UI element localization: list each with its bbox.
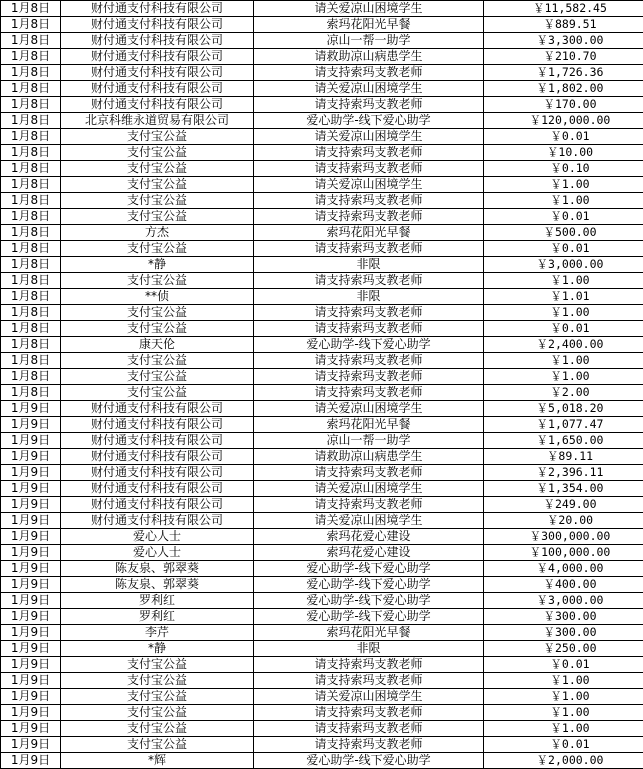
project-cell: 请支持索玛支教老师 [254, 241, 484, 257]
date-cell: 1月8日 [1, 353, 61, 369]
project-cell: 索玛花阳光早餐 [254, 225, 484, 241]
project-cell: 请支持索玛支教老师 [254, 161, 484, 177]
amount-cell: ￥0.01 [484, 737, 643, 753]
table-row [1, 417, 643, 433]
table-row [1, 161, 643, 177]
donor-cell: 支付宝公益 [61, 145, 254, 161]
date-cell: 1月8日 [1, 17, 61, 33]
date-cell: 1月8日 [1, 145, 61, 161]
date-cell: 1月8日 [1, 225, 61, 241]
amount-cell: ￥3,300.00 [484, 33, 643, 49]
project-cell: 请支持索玛支教老师 [254, 65, 484, 81]
donor-cell: 爱心人士 [61, 529, 254, 545]
amount-cell: ￥1.00 [484, 273, 643, 289]
table-row [1, 97, 643, 113]
date-cell: 1月8日 [1, 273, 61, 289]
table-row [1, 225, 643, 241]
amount-cell: ￥1.00 [484, 177, 643, 193]
amount-cell: ￥0.01 [484, 241, 643, 257]
project-cell: 请支持索玛支教老师 [254, 721, 484, 737]
amount-cell: ￥1.00 [484, 673, 643, 689]
table-row [1, 81, 643, 97]
project-cell: 爱心助学-线下爱心助学 [254, 561, 484, 577]
date-cell: 1月8日 [1, 305, 61, 321]
table-row [1, 113, 643, 129]
date-cell: 1月8日 [1, 193, 61, 209]
project-cell: 请支持索玛支教老师 [254, 321, 484, 337]
donor-cell: 爱心人士 [61, 545, 254, 561]
amount-cell: ￥1.00 [484, 353, 643, 369]
project-cell: 请支持索玛支教老师 [254, 273, 484, 289]
project-cell: 请关爱凉山困境学生 [254, 177, 484, 193]
date-cell: 1月8日 [1, 33, 61, 49]
date-cell: 1月9日 [1, 577, 61, 593]
donor-cell: 支付宝公益 [61, 177, 254, 193]
table-row [1, 481, 643, 497]
table-row [1, 705, 643, 721]
donor-cell: 康天伦 [61, 337, 254, 353]
donor-cell: 财付通支付科技有限公司 [61, 97, 254, 113]
amount-cell: ￥89.11 [484, 449, 643, 465]
donor-cell: 支付宝公益 [61, 705, 254, 721]
donor-cell: 支付宝公益 [61, 209, 254, 225]
amount-cell: ￥1.00 [484, 369, 643, 385]
date-cell: 1月8日 [1, 177, 61, 193]
date-cell: 1月8日 [1, 209, 61, 225]
donor-cell: **侦 [61, 289, 254, 305]
date-cell: 1月9日 [1, 449, 61, 465]
date-cell: 1月9日 [1, 561, 61, 577]
donor-cell: 方杰 [61, 225, 254, 241]
date-cell: 1月9日 [1, 529, 61, 545]
table-row [1, 17, 643, 33]
project-cell: 索玛花阳光早餐 [254, 17, 484, 33]
date-cell: 1月9日 [1, 433, 61, 449]
amount-cell: ￥249.00 [484, 497, 643, 513]
date-cell: 1月9日 [1, 721, 61, 737]
project-cell: 请支持索玛支教老师 [254, 737, 484, 753]
table-row [1, 369, 643, 385]
table-row [1, 689, 643, 705]
table-row [1, 433, 643, 449]
table-row [1, 737, 643, 753]
date-cell: 1月8日 [1, 113, 61, 129]
donor-cell: 罗利红 [61, 593, 254, 609]
date-cell: 1月9日 [1, 513, 61, 529]
donor-cell: 财付通支付科技有限公司 [61, 81, 254, 97]
project-cell: 请支持索玛支教老师 [254, 353, 484, 369]
date-cell: 1月9日 [1, 545, 61, 561]
project-cell: 凉山一帮一助学 [254, 433, 484, 449]
project-cell: 请支持索玛支教老师 [254, 497, 484, 513]
project-cell: 请关爱凉山困境学生 [254, 81, 484, 97]
date-cell: 1月9日 [1, 689, 61, 705]
amount-cell: ￥0.01 [484, 129, 643, 145]
date-cell: 1月8日 [1, 369, 61, 385]
project-cell: 请关爱凉山困境学生 [254, 689, 484, 705]
table-row [1, 657, 643, 673]
amount-cell: ￥4,000.00 [484, 561, 643, 577]
donor-cell: 财付通支付科技有限公司 [61, 65, 254, 81]
project-cell: 非限 [254, 641, 484, 657]
table-row [1, 449, 643, 465]
date-cell: 1月9日 [1, 609, 61, 625]
date-cell: 1月8日 [1, 257, 61, 273]
project-cell: 请救助凉山病患学生 [254, 449, 484, 465]
donor-cell: 财付通支付科技有限公司 [61, 1, 254, 17]
project-cell: 请支持索玛支教老师 [254, 673, 484, 689]
project-cell: 请支持索玛支教老师 [254, 193, 484, 209]
amount-cell: ￥0.01 [484, 209, 643, 225]
project-cell: 请支持索玛支教老师 [254, 705, 484, 721]
amount-cell: ￥1,650.00 [484, 433, 643, 449]
donor-cell: *静 [61, 257, 254, 273]
amount-cell: ￥1.00 [484, 705, 643, 721]
donor-cell: 支付宝公益 [61, 673, 254, 689]
date-cell: 1月8日 [1, 97, 61, 113]
amount-cell: ￥1.00 [484, 305, 643, 321]
project-cell: 请关爱凉山困境学生 [254, 129, 484, 145]
project-cell: 请支持索玛支教老师 [254, 465, 484, 481]
table-row [1, 465, 643, 481]
table-row [1, 561, 643, 577]
table-row [1, 1, 643, 17]
table-row [1, 497, 643, 513]
donor-cell: 财付通支付科技有限公司 [61, 481, 254, 497]
table-row [1, 257, 643, 273]
table-row [1, 193, 643, 209]
amount-cell: ￥3,000.00 [484, 257, 643, 273]
amount-cell: ￥400.00 [484, 577, 643, 593]
donor-cell: 支付宝公益 [61, 369, 254, 385]
date-cell: 1月9日 [1, 465, 61, 481]
date-cell: 1月8日 [1, 321, 61, 337]
donor-cell: 财付通支付科技有限公司 [61, 433, 254, 449]
donor-cell: 陈友泉、郭翠葵 [61, 577, 254, 593]
date-cell: 1月8日 [1, 129, 61, 145]
table-row [1, 49, 643, 65]
table-row [1, 577, 643, 593]
donor-cell: *静 [61, 641, 254, 657]
table-row [1, 289, 643, 305]
project-cell: 请救助凉山病患学生 [254, 49, 484, 65]
date-cell: 1月9日 [1, 641, 61, 657]
date-cell: 1月9日 [1, 401, 61, 417]
date-cell: 1月9日 [1, 705, 61, 721]
table-row [1, 65, 643, 81]
project-cell: 请支持索玛支教老师 [254, 97, 484, 113]
table-row [1, 129, 643, 145]
project-cell: 索玛花爱心建设 [254, 529, 484, 545]
table-row [1, 321, 643, 337]
amount-cell: ￥100,000.00 [484, 545, 643, 561]
donor-cell: 财付通支付科技有限公司 [61, 465, 254, 481]
project-cell: 请关爱凉山困境学生 [254, 401, 484, 417]
project-cell: 请支持索玛支教老师 [254, 369, 484, 385]
date-cell: 1月9日 [1, 481, 61, 497]
amount-cell: ￥10.00 [484, 145, 643, 161]
table-row [1, 305, 643, 321]
amount-cell: ￥0.01 [484, 657, 643, 673]
table-row [1, 753, 643, 769]
date-cell: 1月8日 [1, 1, 61, 17]
date-cell: 1月9日 [1, 737, 61, 753]
donor-cell: 罗利红 [61, 609, 254, 625]
donor-cell: 财付通支付科技有限公司 [61, 497, 254, 513]
donor-cell: 北京科维永道贸易有限公司 [61, 113, 254, 129]
amount-cell: ￥11,582.45 [484, 1, 643, 17]
donor-cell: 财付通支付科技有限公司 [61, 417, 254, 433]
amount-cell: ￥889.51 [484, 17, 643, 33]
table-row [1, 529, 643, 545]
project-cell: 非限 [254, 257, 484, 273]
project-cell: 爱心助学-线下爱心助学 [254, 113, 484, 129]
donor-cell: 支付宝公益 [61, 721, 254, 737]
project-cell: 爱心助学-线下爱心助学 [254, 337, 484, 353]
amount-cell: ￥300.00 [484, 625, 643, 641]
table-row [1, 513, 643, 529]
date-cell: 1月8日 [1, 241, 61, 257]
amount-cell: ￥1.01 [484, 289, 643, 305]
donor-cell: 财付通支付科技有限公司 [61, 513, 254, 529]
amount-cell: ￥2,396.11 [484, 465, 643, 481]
donor-cell: 财付通支付科技有限公司 [61, 449, 254, 465]
table-row [1, 353, 643, 369]
date-cell: 1月8日 [1, 385, 61, 401]
date-cell: 1月8日 [1, 49, 61, 65]
amount-cell: ￥210.70 [484, 49, 643, 65]
donor-cell: 李芹 [61, 625, 254, 641]
project-cell: 请支持索玛支教老师 [254, 657, 484, 673]
table-row [1, 209, 643, 225]
date-cell: 1月8日 [1, 65, 61, 81]
table-row [1, 593, 643, 609]
donor-cell: 支付宝公益 [61, 385, 254, 401]
project-cell: 爱心助学-线下爱心助学 [254, 609, 484, 625]
amount-cell: ￥1,802.00 [484, 81, 643, 97]
date-cell: 1月9日 [1, 673, 61, 689]
table-row [1, 273, 643, 289]
project-cell: 爱心助学-线下爱心助学 [254, 593, 484, 609]
amount-cell: ￥120,000.00 [484, 113, 643, 129]
date-cell: 1月9日 [1, 753, 61, 769]
date-cell: 1月8日 [1, 337, 61, 353]
donor-cell: 支付宝公益 [61, 129, 254, 145]
table-row [1, 385, 643, 401]
amount-cell: ￥5,018.20 [484, 401, 643, 417]
project-cell: 爱心助学-线下爱心助学 [254, 753, 484, 769]
donation-table-body [1, 1, 643, 769]
project-cell: 请支持索玛支教老师 [254, 385, 484, 401]
date-cell: 1月9日 [1, 417, 61, 433]
donor-cell: 支付宝公益 [61, 353, 254, 369]
amount-cell: ￥2.00 [484, 385, 643, 401]
amount-cell: ￥0.01 [484, 321, 643, 337]
date-cell: 1月8日 [1, 289, 61, 305]
donor-cell: 财付通支付科技有限公司 [61, 33, 254, 49]
date-cell: 1月9日 [1, 593, 61, 609]
amount-cell: ￥1.00 [484, 721, 643, 737]
donor-cell: *辉 [61, 753, 254, 769]
amount-cell: ￥0.10 [484, 161, 643, 177]
date-cell: 1月8日 [1, 81, 61, 97]
table-row [1, 33, 643, 49]
project-cell: 爱心助学-线下爱心助学 [254, 577, 484, 593]
table-row [1, 145, 643, 161]
project-cell: 请支持索玛支教老师 [254, 145, 484, 161]
date-cell: 1月9日 [1, 625, 61, 641]
date-cell: 1月8日 [1, 161, 61, 177]
amount-cell: ￥500.00 [484, 225, 643, 241]
donor-cell: 支付宝公益 [61, 305, 254, 321]
amount-cell: ￥3,000.00 [484, 593, 643, 609]
table-row [1, 241, 643, 257]
amount-cell: ￥1,726.36 [484, 65, 643, 81]
table-row [1, 545, 643, 561]
project-cell: 请关爱凉山困境学生 [254, 513, 484, 529]
project-cell: 凉山一帮一助学 [254, 33, 484, 49]
donor-cell: 财付通支付科技有限公司 [61, 17, 254, 33]
date-cell: 1月9日 [1, 497, 61, 513]
table-row [1, 609, 643, 625]
amount-cell: ￥20.00 [484, 513, 643, 529]
donor-cell: 支付宝公益 [61, 161, 254, 177]
amount-cell: ￥2,000.00 [484, 753, 643, 769]
amount-cell: ￥1,077.47 [484, 417, 643, 433]
project-cell: 索玛花阳光早餐 [254, 625, 484, 641]
donor-cell: 财付通支付科技有限公司 [61, 401, 254, 417]
donor-cell: 支付宝公益 [61, 737, 254, 753]
table-row [1, 337, 643, 353]
amount-cell: ￥300.00 [484, 609, 643, 625]
donor-cell: 支付宝公益 [61, 657, 254, 673]
project-cell: 请支持索玛支教老师 [254, 305, 484, 321]
project-cell: 请关爱凉山困境学生 [254, 481, 484, 497]
amount-cell: ￥2,400.00 [484, 337, 643, 353]
donor-cell: 支付宝公益 [61, 273, 254, 289]
date-cell: 1月9日 [1, 657, 61, 673]
donor-cell: 财付通支付科技有限公司 [61, 49, 254, 65]
donor-cell: 支付宝公益 [61, 241, 254, 257]
table-row [1, 673, 643, 689]
table-row [1, 177, 643, 193]
donor-cell: 支付宝公益 [61, 321, 254, 337]
project-cell: 非限 [254, 289, 484, 305]
donor-cell: 支付宝公益 [61, 193, 254, 209]
amount-cell: ￥1.00 [484, 689, 643, 705]
amount-cell: ￥170.00 [484, 97, 643, 113]
project-cell: 索玛花爱心建设 [254, 545, 484, 561]
amount-cell: ￥1.00 [484, 193, 643, 209]
table-row [1, 401, 643, 417]
amount-cell: ￥300,000.00 [484, 529, 643, 545]
donor-cell: 陈友泉、郭翠葵 [61, 561, 254, 577]
table-row [1, 625, 643, 641]
project-cell: 请支持索玛支教老师 [254, 209, 484, 225]
table-row [1, 721, 643, 737]
amount-cell: ￥1,354.00 [484, 481, 643, 497]
donor-cell: 支付宝公益 [61, 689, 254, 705]
table-row [1, 641, 643, 657]
amount-cell: ￥250.00 [484, 641, 643, 657]
project-cell: 索玛花阳光早餐 [254, 417, 484, 433]
project-cell: 请关爱凉山困境学生 [254, 1, 484, 17]
